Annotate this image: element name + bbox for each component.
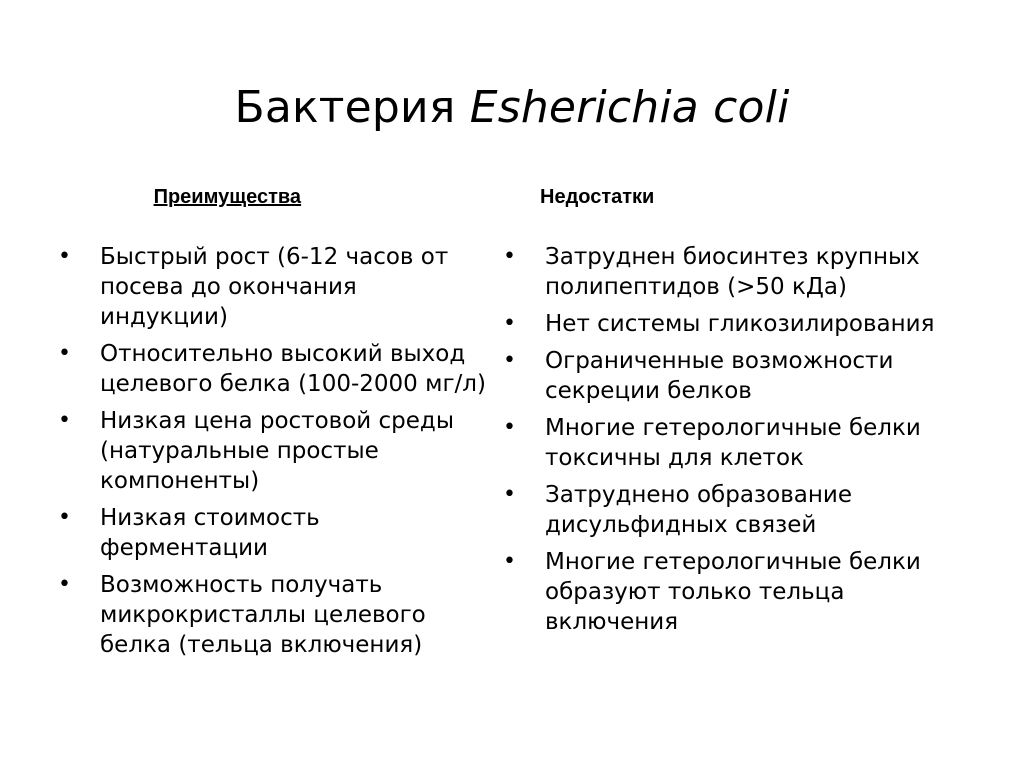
advantage-text: Быстрый рост (6-12 часов от посева до окончания индукции) (100, 244, 449, 330)
advantage-text: Низкая стоимость ферментации (100, 505, 320, 561)
advantages-header (148, 185, 301, 209)
title-organism: Esherichia coli (469, 82, 790, 133)
advantage-text: Низкая цена ростовой среды (натуральные простые компоненты) (100, 408, 454, 494)
list-item (58, 406, 490, 496)
disadvantage-text: Многие гетерологичные белки образуют только тельца включения (545, 549, 921, 635)
bullet: • (503, 244, 516, 269)
list-item (58, 242, 490, 332)
bullet: • (58, 244, 71, 269)
disadvantage-text: Нет системы гликозилирования (545, 311, 935, 337)
bullet: • (58, 572, 71, 597)
bullet: • (503, 549, 516, 574)
list-item (58, 570, 490, 660)
disadvantage-text: Затруднено образование дисульфидных связей (545, 482, 852, 538)
list-item (503, 413, 983, 473)
list-item (58, 503, 490, 563)
disadvantages-header: Недостатки (540, 186, 655, 208)
title-prefix: Бактерия (234, 82, 470, 133)
advantage-text: Возможность получать микрокристаллы целевого белка (тельца включения) (100, 572, 426, 658)
bullet: • (503, 311, 516, 336)
bullet: • (58, 408, 71, 433)
list-item (503, 547, 983, 637)
bullet: • (503, 482, 516, 507)
disadvantage-text: Затруднен биосинтез крупных полипептидов (>50 кДа) (545, 244, 920, 300)
list-item (58, 339, 490, 399)
disadvantage-text: Многие гетерологичные белки токсичны для клеток (545, 415, 921, 471)
bullet: • (58, 341, 71, 366)
list-item (503, 480, 983, 540)
advantages-header-text: Преимущества (153, 186, 302, 208)
disadvantage-text: Ограниченные возможности секреции белков (545, 348, 894, 404)
slide-title (0, 78, 1024, 138)
bullet: • (58, 505, 71, 530)
disadvantages-list (503, 242, 983, 644)
list-item (503, 309, 983, 339)
advantages-list (58, 242, 490, 667)
bullet: • (503, 415, 516, 440)
advantage-text: Относительно высокий выход целевого белка (100-2000 мг/л) (100, 341, 486, 397)
bullet: • (503, 348, 516, 373)
list-item (503, 346, 983, 406)
list-item (503, 242, 983, 302)
